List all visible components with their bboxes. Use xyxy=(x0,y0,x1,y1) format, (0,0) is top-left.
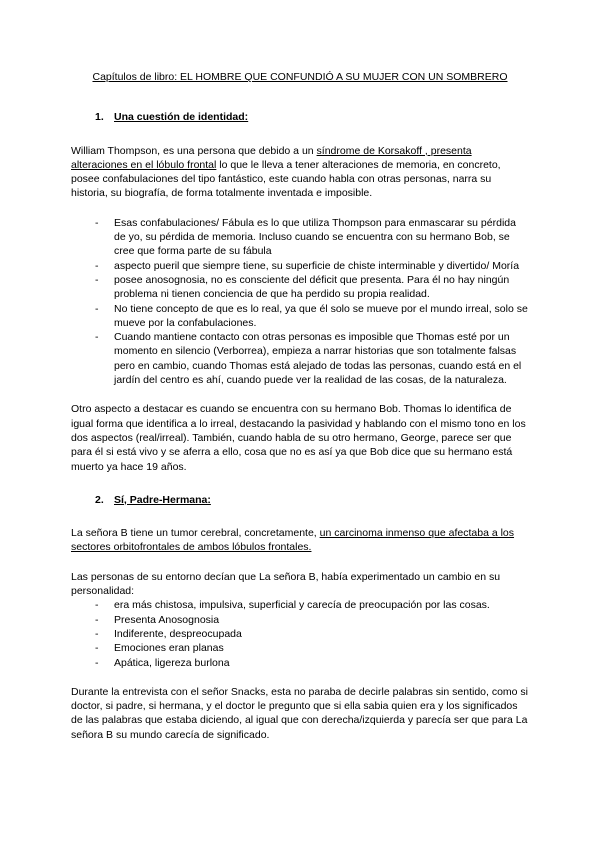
section-1-intro-paragraph xyxy=(71,144,529,201)
dash-marker: - xyxy=(95,216,99,229)
list-item-text: Esas confabulaciones/ Fábula es lo que utiliza Thompson para enmascarar su pérdida de yo, su pérdida de memoria. Incluso cuando se encuentra con su hermano Bob, se cree que forma parte de su fábula xyxy=(114,216,516,258)
section-2-bullet-list xyxy=(71,598,529,669)
section-2-intro-paragraph xyxy=(71,526,529,555)
dash-marker: - xyxy=(95,599,99,612)
section-2-lead-paragraph: Las personas de su entorno decían que La señora B, había experimentado un cambio en su personalidad: xyxy=(71,570,501,598)
list-item-text: Indiferente, despreocupada xyxy=(114,627,242,640)
list-item-text: No tiene concepto de que es lo real, ya que él solo se mueve por el mundo irreal, solo se mueve por la confabulaciones. xyxy=(114,302,528,329)
list-item xyxy=(71,216,529,259)
section-1-bullet-list xyxy=(71,216,529,388)
underlined-text-segment: síndrome de Korsakoff , presenta alteraciones en el lóbulo frontal xyxy=(71,144,472,171)
list-item xyxy=(71,641,529,655)
underlined-text-segment: un carcinoma inmenso que afectaba a los sectores orbitofrontales de ambos lóbulos frontales. xyxy=(71,527,515,554)
list-item-text: era más chistosa, impulsiva, superficial y carecía de preocupación por las cosas. xyxy=(114,599,490,612)
list-item-text: aspecto pueril que siempre tiene, su superficie de chiste interminable y divertido/ Moría xyxy=(114,259,520,272)
section-1-closing-paragraph: Otro aspecto a destacar es cuando se encuentra con su hermano Bob. Thomas lo identifica de igual forma que identifica a lo irreal, destacando la pasividad y hablando con el mismo tono en los dos aspectos (real/irreal). También, cuando habla de su otro hermano, George, parece ser que para él si está vivo y se aferra a ello, cosa que no es así ya que Bob dice que su hermano está muerto ya hace 19 años. xyxy=(71,403,526,473)
dash-marker: - xyxy=(95,331,99,344)
list-item xyxy=(71,259,529,273)
list-item xyxy=(71,330,529,387)
list-item-text: posee anosognosia, no es consciente del déficit que presenta. Para él no hay ningún problema ni tienen conciencia de que ha perdido su propia realidad. xyxy=(114,273,510,301)
dash-marker: - xyxy=(95,273,99,286)
text-segment: lo que le lleva a tener alteraciones de memoria, en concreto, posee confabulaciones del tipo fantástico, este cuando habla con otras personas, narra su historia, su biografía, de forma totalmente inventada e imposible. xyxy=(71,158,501,200)
document-title: Capítulos de libro: EL HOMBRE QUE CONFUNDIÓ A SU MUJER CON UN SOMBRERO xyxy=(92,71,508,83)
section-2-heading xyxy=(71,493,529,507)
list-item xyxy=(71,656,529,670)
text-segment: La señora B tiene un tumor cerebral, concretamente, xyxy=(71,527,320,540)
list-item-text: Apática, ligereza burlona xyxy=(114,656,230,669)
section-1-title: Una cuestión de identidad: xyxy=(114,111,249,124)
section-2-title: Sí, Padre-Hermana: xyxy=(114,493,211,506)
section-2-number: 2. xyxy=(95,493,104,506)
dash-marker: - xyxy=(95,259,99,272)
list-item-text: Emociones eran planas xyxy=(114,642,224,655)
list-item xyxy=(71,302,529,331)
dash-marker: - xyxy=(95,642,99,655)
dash-marker: - xyxy=(95,627,99,640)
dash-marker: - xyxy=(95,656,99,669)
list-item xyxy=(71,627,529,641)
list-item xyxy=(71,598,529,612)
text-segment: William Thompson, es una persona que debido a un xyxy=(71,144,317,157)
list-item xyxy=(71,273,529,302)
list-item xyxy=(71,613,529,627)
list-item-text: Presenta Anosognosia xyxy=(114,613,220,626)
dash-marker: - xyxy=(95,302,99,315)
list-item-text: Cuando mantiene contacto con otras personas es imposible que Thomas esté por un momento en silencio (Verborrea), empieza a narrar historias que son totalmente falsas pero en cambio, cuando Thomas está alejado de todas las personas, cuando está en el jardín del centro es ahí, cuando puede ver la realidad de las cosas, de la naturaleza. xyxy=(114,331,522,387)
section-1-number: 1. xyxy=(95,111,104,124)
section-2-closing-paragraph: Durante la entrevista con el señor Snacks, esta no paraba de decirle palabras sin sentido, como si doctor, si padre, si hermana, y el doctor le pregunto que si ella sabia quien era y los significados de las palabras que estaba diciendo, al igual que con derecha/izquierda y parecía ser que para La señora B su mundo carecía de significado. xyxy=(71,685,529,741)
section-1-heading xyxy=(71,110,529,124)
dash-marker: - xyxy=(95,613,99,626)
